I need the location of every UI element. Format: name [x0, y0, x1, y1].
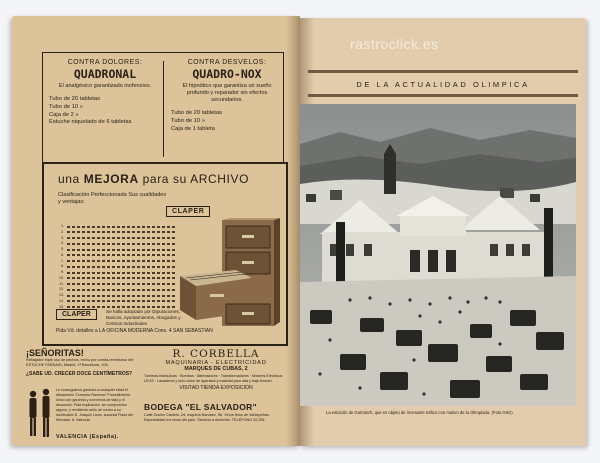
quadronox-item: Tubo de 20 tabletas — [171, 109, 223, 116]
height-ad-text: Le conseguimos garantía a cualquier edad el eficacísimo 'Crecedor Raciona!' Procedimiento único con garantía y convenios de talla y el desarrollo. Pida explicación, sin compromiso alguno, y remitiendo sello de correo a su distribuidor D. Joaquín Llorio, sucursal Plaza del Mercado, 8, Valencia. — [56, 388, 133, 423]
quadronox-item: Caja de 1 tableta — [171, 125, 215, 132]
quadronox-header: CONTRA DESVELOS: — [187, 59, 267, 66]
quadronal-item: Tubo de 10 » — [49, 103, 83, 110]
list-item: 12. — [58, 287, 176, 293]
corbella-ad — [144, 348, 288, 400]
quadronal-item: Caja de 2 » — [49, 111, 79, 118]
title-prefix: una — [58, 172, 84, 186]
list-item: 15. — [58, 305, 176, 311]
bottom-rule — [308, 94, 578, 97]
height-ad-city: VALENCIA (España). — [56, 434, 119, 440]
list-item: 4. — [58, 241, 176, 247]
quadronal-item: Estuche niquelado de 6 tabletas — [49, 119, 132, 126]
senoritas-text: Rebajador triple uso de pechos, envío por contra-reembolso del ESTUCHE FARDAIN, Madrid, 1ª Barcelona, 106. — [26, 358, 134, 368]
list-item: 1. — [58, 224, 176, 230]
title-suffix: para su ARCHIVO — [138, 172, 250, 186]
list-item: 6. — [58, 253, 176, 259]
quadronox-items — [171, 110, 283, 133]
claper-brand-badge-bottom: CLAPER — [56, 309, 97, 320]
claper-archive-ad — [42, 162, 288, 346]
list-item: 9. — [58, 270, 176, 276]
corbella-body: Turbinas hidráulicas · Bombas · Alternadores · Transformadores · Motores Eléctricos LEGS · Lavaderos y todo clase de aparatos y material para alta y baja tensión. — [144, 374, 283, 384]
ad-divider — [163, 61, 164, 157]
archive-ad-note: Se halla adoptado por Diputaciones, Bancos, Ayuntamientos, Abogados y Centros Industriales — [106, 309, 181, 326]
quadronal-column — [49, 59, 161, 127]
quadronal-ad — [42, 52, 284, 164]
watermark: rastroclick.es — [350, 36, 439, 52]
quadronal-header: CONTRA DOLORES: — [67, 59, 143, 66]
height-question: ¿SABE UD. CRECER DOCE CENTÍMETROS? — [26, 371, 133, 378]
list-item: 13. — [58, 293, 176, 299]
quadronal-item: Tubo de 20 tabletas — [49, 95, 101, 102]
quadronal-description: El analgésico garantizado inofensivo. — [58, 83, 152, 89]
right-page — [300, 18, 586, 446]
list-item: 5. — [58, 247, 176, 253]
claper-brand-badge: CLAPER — [166, 206, 210, 217]
list-item: 11. — [58, 282, 176, 288]
senoritas-ad — [26, 348, 138, 444]
section-title: DE LA ACTUALIDAD OLIMPICA — [356, 80, 530, 89]
bodega-brand: BODEGA "EL SALVADOR" — [144, 402, 257, 412]
senoritas-headline: ¡SEÑORITAS! — [26, 348, 84, 358]
top-rule — [308, 70, 578, 73]
list-item: 2. — [58, 230, 176, 236]
title-strong: MEJORA — [83, 172, 139, 186]
corbella-subtitle: MAQUINARIA - ELECTRICIDAD — [165, 360, 267, 366]
list-item: 3. — [58, 236, 176, 242]
corbella-address: MARQUES DE CUBAS, 2 — [184, 366, 248, 372]
bodega-body: Calle Doctor Castelo, 24, esquina Narváez, 56. Vinos finos de Valdepeñas. Especialidad en vinos del país. Servicio a domicilio. TELÉFONO 52.551. — [144, 413, 270, 423]
bodega-ad — [144, 402, 288, 442]
list-item: 8. — [58, 264, 176, 270]
list-item: 7. — [58, 259, 176, 265]
corbella-visit: VISITAD TIENDA EXPOSICION — [179, 385, 253, 392]
corbella-brand: R. CORBELLA — [172, 348, 260, 360]
filing-cabinet-illustration — [176, 218, 284, 328]
quadronal-brand: QUADRONAL — [73, 67, 137, 81]
quadronox-item: Tubo de 10 » — [171, 117, 205, 124]
archive-ad-subtitle: Clasificación Perfeccionada Sus cualidades y ventajas: — [58, 192, 167, 206]
left-page — [12, 16, 300, 446]
archive-ad-title — [58, 172, 249, 186]
list-item: 14. — [58, 299, 176, 305]
photo-caption: La estación de Garmisch, que es objeto de incesante tráfico con motivo de la Olimpíada. (Foto Ortiz) — [326, 410, 513, 415]
quadronal-items — [49, 96, 161, 127]
two-figures-illustration — [26, 388, 54, 438]
archive-ad-contact: Pida Vd. detalles a LA OFICINA MODERNA Cons. 4 SAN SEBASTIAN — [56, 328, 213, 334]
garmisch-station-photo — [300, 104, 576, 406]
list-item: 10. — [58, 276, 176, 282]
quadronox-description: El hipnótico que garantiza un sueño profundo y reparador sin efectos secundarios. — [182, 83, 272, 103]
advantages-list — [58, 224, 176, 310]
quadronox-brand: QUADRO-NOX — [192, 67, 262, 81]
quadronox-column — [171, 59, 283, 133]
